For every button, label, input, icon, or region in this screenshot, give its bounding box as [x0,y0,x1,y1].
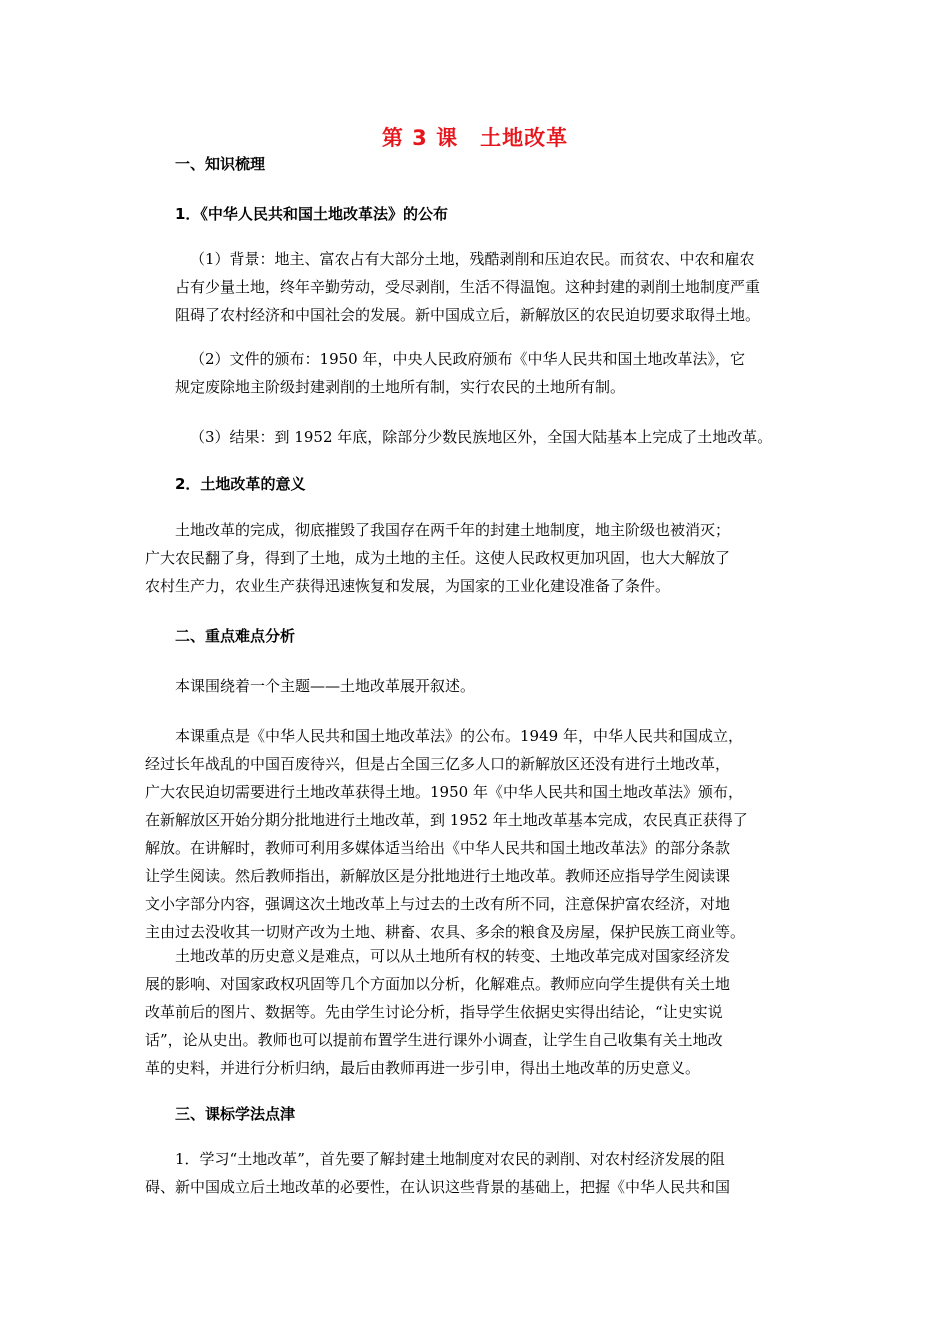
subheading-2: 2．土地改革的意义 [175,475,306,493]
text-line: 让学生阅读。然后教师指出，新解放区是分批地进行土地改革。教师还应指导学生阅读课 [145,867,731,885]
paragraph-result [190,423,810,451]
paragraph-issuance [175,345,810,401]
text-line: （1）背景：地主、富农占有大部分土地，残酷剥削和压迫农民。而贫农、中农和雇农 [190,250,755,268]
text-line: 广大农民翻了身，得到了土地，成为土地的主任。这使人民政权更加巩固，也大大解放了 [145,549,731,567]
subheading-1: 1．《中华人民共和国土地改革法》的公布 [175,205,448,223]
section-heading-2: 二、重点难点分析 [175,627,296,645]
text-line: 解放。在讲解时，教师可利用多媒体适当给出《中华人民共和国土地改革法》的部分条款 [145,839,731,857]
paragraph-significance [145,516,807,600]
text-line: 革的史料，并进行分析归纳，最后由教师再进一步引申，得出土地改革的历史意义。 [145,1059,701,1077]
paragraph-theme [175,672,807,700]
text-line: 碍、新中国成立后土地改革的必要性，在认识这些背景的基础上，把握《中华人民共和国 [145,1178,731,1196]
paragraph-background [175,245,810,329]
text-line: 规定废除地主阶级封建剥削的土地所有制，实行农民的土地所有制。 [175,378,626,396]
text-line: 本课围绕着一个主题——土地改革展开叙述。 [175,677,476,695]
paragraph-difficulty [145,942,807,1082]
paragraph-key-point [145,722,807,946]
text-line: 本课重点是《中华人民共和国土地改革法》的公布。1949 年，中华人民共和国成立， [175,727,743,745]
section-heading-3: 三、课标学法点津 [175,1105,296,1123]
text-line: （3）结果：到 1952 年底，除部分少数民族地区外，全国大陆基本上完成了土地改革。 [190,428,773,446]
text-line: 1．学习“土地改革”，首先要了解封建土地制度对农民的剥削、对农村经济发展的阻 [175,1150,725,1168]
text-line: 主由过去没收其一切财产改为土地、耕畜、农具、多余的粮食及房屋，保护民族工商业等。 [145,923,746,941]
text-line: 经过长年战乱的中国百废待兴，但是占全国三亿多人口的新解放区还没有进行土地改革， [145,755,731,773]
text-line: 展的影响、对国家政权巩固等几个方面加以分析，化解难点。教师应向学生提供有关土地 [145,975,731,993]
text-line: 农村生产力，农业生产获得迅速恢复和发展，为国家的工业化建设准备了条件。 [145,577,671,595]
text-line: 阻碍了农村经济和中国社会的发展。新中国成立后，新解放区的农民迫切要求取得土地。 [175,306,761,324]
text-line: 文小字部分内容，强调这次土地改革上与过去的土改有所不同，注意保护富农经济，对地 [145,895,731,913]
text-line: 广大农民迫切需要进行土地改革获得土地。1950 年《中华人民共和国土地改革法》颁布， [145,783,743,801]
text-line: 在新解放区开始分期分批地进行土地改革，到 1952 年土地改革基本完成，农民真正获得了 [145,811,748,829]
paragraph-study-method [145,1145,807,1201]
text-line: （2）文件的颁布：1950 年，中央人民政府颁布《中华人民共和国土地改革法》，它 [190,350,745,368]
section-heading-1: 一、知识梳理 [175,155,266,173]
text-line: 改革前后的图片、数据等。先由学生讨论分析，指导学生依据史实得出结论，“让史实说 [145,1003,723,1021]
text-line: 占有少量土地，终年辛勤劳动，受尽剥削，生活不得温饱。这种封建的剥削土地制度严重 [175,278,761,296]
text-line: 土地改革的历史意义是难点，可以从土地所有权的转变、土地改革完成对国家经济发 [175,947,731,965]
text-line: 话”，论从史出。教师也可以提前布置学生进行课外小调查，让学生自己收集有关土地改 [145,1031,723,1049]
page-title: 第 3 课 土地改革 [381,126,569,150]
text-line: 土地改革的完成，彻底摧毁了我国存在两千年的封建土地制度，地主阶级也被消灭； [175,521,731,539]
